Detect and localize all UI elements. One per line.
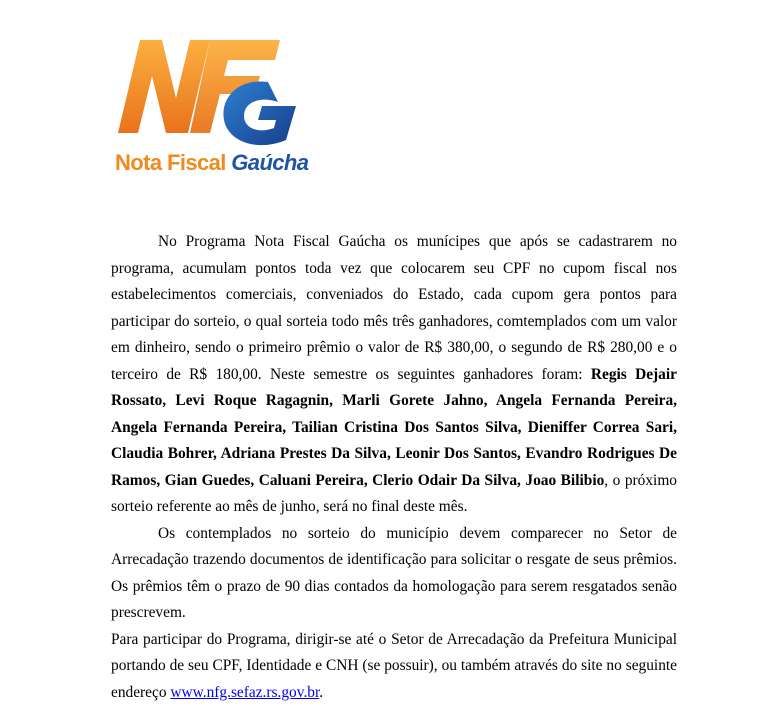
paragraph-program <box>111 229 677 521</box>
logo-brand: Nota Fiscal <box>115 150 226 175</box>
nfg-logo-mark <box>110 28 310 153</box>
winners-list: Regis Dejair Rossato, Levi Roque Ragagnin, Marli Gorete Jahno, Angela Fernanda Pereira, Angela Fernanda Pereira, Tailian Cristina Dos Santos Silva, Dieniffer Correa Sari, Claudia Bohrer, Adriana Prestes Da Silva, Leonir Dos Santos, Evandro Rodrigues De Ramos, Gian Guedes, Caluani Pereira, Clerio Odair Da Silva, Joao Bilibio <box>111 365 677 489</box>
participate-end: . <box>319 683 324 701</box>
document-body <box>111 229 677 706</box>
paragraph-intro: No Programa Nota Fiscal Gaúcha os munícipes que após se cadastrarem no programa, acumulam pontos toda vez que colocarem seu CPF no cupom fiscal nos estabelecimentos comerciais, conveniados do Estado, cada cupom gera pontos para participar do sorteio, o qual sorteia todo mês três ganhadores, comtemplados com um valor em dinheiro, sendo o primeiro prêmio o valor de R$ 380,00, o segundo de R$ 280,00 e o terceiro de R$ 180,00. Neste semestre os seguintes ganhadores foram: <box>111 233 677 383</box>
logo-wordmark <box>115 150 308 176</box>
logo-brand-highlight: Gaúcha <box>231 150 309 175</box>
participate-text: Para participar do Programa, dirigir-se até o Setor de Arrecadação da Prefeitura Municipal portando de seu CPF, Identidade e CNH (se possuir), ou também através do site no seguinte endereço <box>111 630 677 701</box>
paragraph-next-draw: , o próximo sorteio referente ao mês de junho, será no final deste mês. <box>111 471 677 515</box>
paragraph-contemplated: Os contemplados no sorteio do município devem comparecer no Setor de Arrecadação trazendo documentos de identificação para solicitar o resgate de seus prêmios. Os prêmios têm o prazo de 90 dias contados da homologação para serem resgatados senão prescrevem. <box>111 524 677 621</box>
paragraph-participate <box>111 627 677 707</box>
site-link[interactable]: www.nfg.sefaz.rs.gov.br <box>170 683 320 701</box>
